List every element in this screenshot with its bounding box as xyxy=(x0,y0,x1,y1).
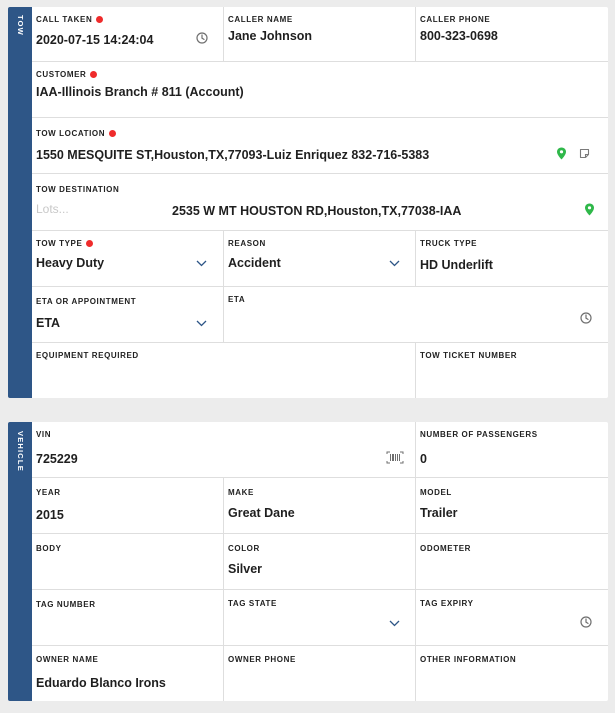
eta-or-appointment-select[interactable] xyxy=(32,287,224,343)
truck-type-field[interactable] xyxy=(416,231,608,287)
body-label: BODY xyxy=(36,544,62,553)
number-of-passengers-label: NUMBER OF PASSENGERS xyxy=(420,430,538,439)
tag-number-field[interactable] xyxy=(32,590,224,646)
reason-value: Accident xyxy=(228,256,281,270)
color-value: Silver xyxy=(228,562,263,576)
tag-state-label: TAG STATE xyxy=(228,599,277,608)
tag-expiry-label: TAG EXPIRY xyxy=(420,599,474,608)
required-indicator xyxy=(86,240,93,247)
clock-icon[interactable] xyxy=(196,32,208,44)
map-pin-icon[interactable] xyxy=(556,147,567,160)
required-indicator xyxy=(96,16,103,23)
tow-section-label: TOW xyxy=(16,15,25,36)
equipment-required-field[interactable] xyxy=(32,343,416,398)
map-pin-icon[interactable] xyxy=(584,203,595,216)
customer-field[interactable] xyxy=(32,62,608,118)
owner-name-value: Eduardo Blanco Irons xyxy=(36,676,166,690)
caller-phone-value: 800-323-0698 xyxy=(420,29,498,43)
tag-state-select[interactable] xyxy=(224,590,416,646)
tow-location-field[interactable] xyxy=(32,118,608,174)
tag-number-label: TAG NUMBER xyxy=(36,600,96,609)
owner-name-label: OWNER NAME xyxy=(36,655,99,664)
other-information-label: OTHER INFORMATION xyxy=(420,655,517,664)
make-value: Great Dane xyxy=(228,506,295,520)
reason-label: REASON xyxy=(228,239,266,248)
truck-type-label: TRUCK TYPE xyxy=(420,239,478,248)
tow-location-label: TOW LOCATION xyxy=(36,129,106,138)
model-field[interactable] xyxy=(416,478,608,534)
tow-type-label: TOW TYPE xyxy=(36,239,83,248)
caller-name-label: CALLER NAME xyxy=(228,15,293,24)
reason-select[interactable] xyxy=(224,231,416,287)
owner-phone-label: OWNER PHONE xyxy=(228,655,296,664)
lots-search-input[interactable]: Lots... xyxy=(36,202,69,216)
number-of-passengers-value: 0 xyxy=(420,452,427,466)
body-field[interactable] xyxy=(32,534,224,590)
color-label: COLOR xyxy=(228,544,260,553)
required-indicator xyxy=(90,71,97,78)
vin-field[interactable] xyxy=(32,422,416,478)
owner-name-field[interactable] xyxy=(32,646,224,701)
other-information-field[interactable] xyxy=(416,646,608,701)
chevron-down-icon[interactable] xyxy=(196,320,207,327)
call-taken-value: 2020-07-15 14:24:04 xyxy=(36,33,154,47)
barcode-icon[interactable] xyxy=(386,451,404,464)
clock-icon[interactable] xyxy=(580,312,592,324)
tow-ticket-number-label: TOW TICKET NUMBER xyxy=(420,351,518,360)
eta-label: ETA xyxy=(228,295,246,304)
eta-or-appointment-value: ETA xyxy=(36,316,61,330)
clock-icon[interactable] xyxy=(580,616,592,628)
vehicle-section xyxy=(8,422,608,701)
eta-or-appointment-label: ETA OR APPOINTMENT xyxy=(36,297,137,306)
tag-expiry-field[interactable] xyxy=(416,590,608,646)
tow-type-select[interactable] xyxy=(32,231,224,287)
tow-ticket-number-field[interactable] xyxy=(416,343,608,398)
vehicle-section-label: VEHICLE xyxy=(16,431,25,472)
make-field[interactable] xyxy=(224,478,416,534)
odometer-label: ODOMETER xyxy=(420,544,472,553)
note-icon[interactable] xyxy=(579,148,590,159)
vehicle-section-strip xyxy=(8,422,32,701)
tow-location-value: 1550 MESQUITE ST,Houston,TX,77093-Luiz Enriquez 832-716-5383 xyxy=(36,148,430,162)
eta-field[interactable] xyxy=(224,287,608,343)
caller-phone-field[interactable] xyxy=(416,7,608,62)
call-taken-label: CALL TAKEN xyxy=(36,15,93,24)
odometer-field[interactable] xyxy=(416,534,608,590)
customer-value: IAA-Illinois Branch # 811 (Account) xyxy=(36,85,244,99)
chevron-down-icon[interactable] xyxy=(389,260,400,267)
equipment-required-label: EQUIPMENT REQUIRED xyxy=(36,351,139,360)
color-field[interactable] xyxy=(224,534,416,590)
tow-destination-label: TOW DESTINATION xyxy=(36,185,120,194)
tow-section-strip xyxy=(8,7,32,398)
vin-label: VIN xyxy=(36,430,52,439)
year-label: YEAR xyxy=(36,488,61,497)
tow-type-value: Heavy Duty xyxy=(36,256,105,270)
model-value: Trailer xyxy=(420,506,458,520)
year-field[interactable] xyxy=(32,478,224,534)
tow-section xyxy=(8,7,608,398)
number-of-passengers-field[interactable] xyxy=(416,422,608,478)
vin-value: 725229 xyxy=(36,452,78,466)
owner-phone-field[interactable] xyxy=(224,646,416,701)
call-taken-field[interactable] xyxy=(32,7,224,62)
chevron-down-icon[interactable] xyxy=(389,620,400,627)
customer-label: CUSTOMER xyxy=(36,70,87,79)
caller-name-value: Jane Johnson xyxy=(228,29,313,43)
make-label: MAKE xyxy=(228,488,254,497)
caller-name-field[interactable] xyxy=(224,7,416,62)
chevron-down-icon[interactable] xyxy=(196,260,207,267)
model-label: MODEL xyxy=(420,488,452,497)
required-indicator xyxy=(109,130,116,137)
truck-type-value: HD Underlift xyxy=(420,258,493,272)
year-value: 2015 xyxy=(36,508,64,522)
tow-destination-field[interactable] xyxy=(32,174,608,231)
caller-phone-label: CALLER PHONE xyxy=(420,15,491,24)
tow-destination-value: 2535 W MT HOUSTON RD,Houston,TX,77038-IAA xyxy=(172,204,462,218)
